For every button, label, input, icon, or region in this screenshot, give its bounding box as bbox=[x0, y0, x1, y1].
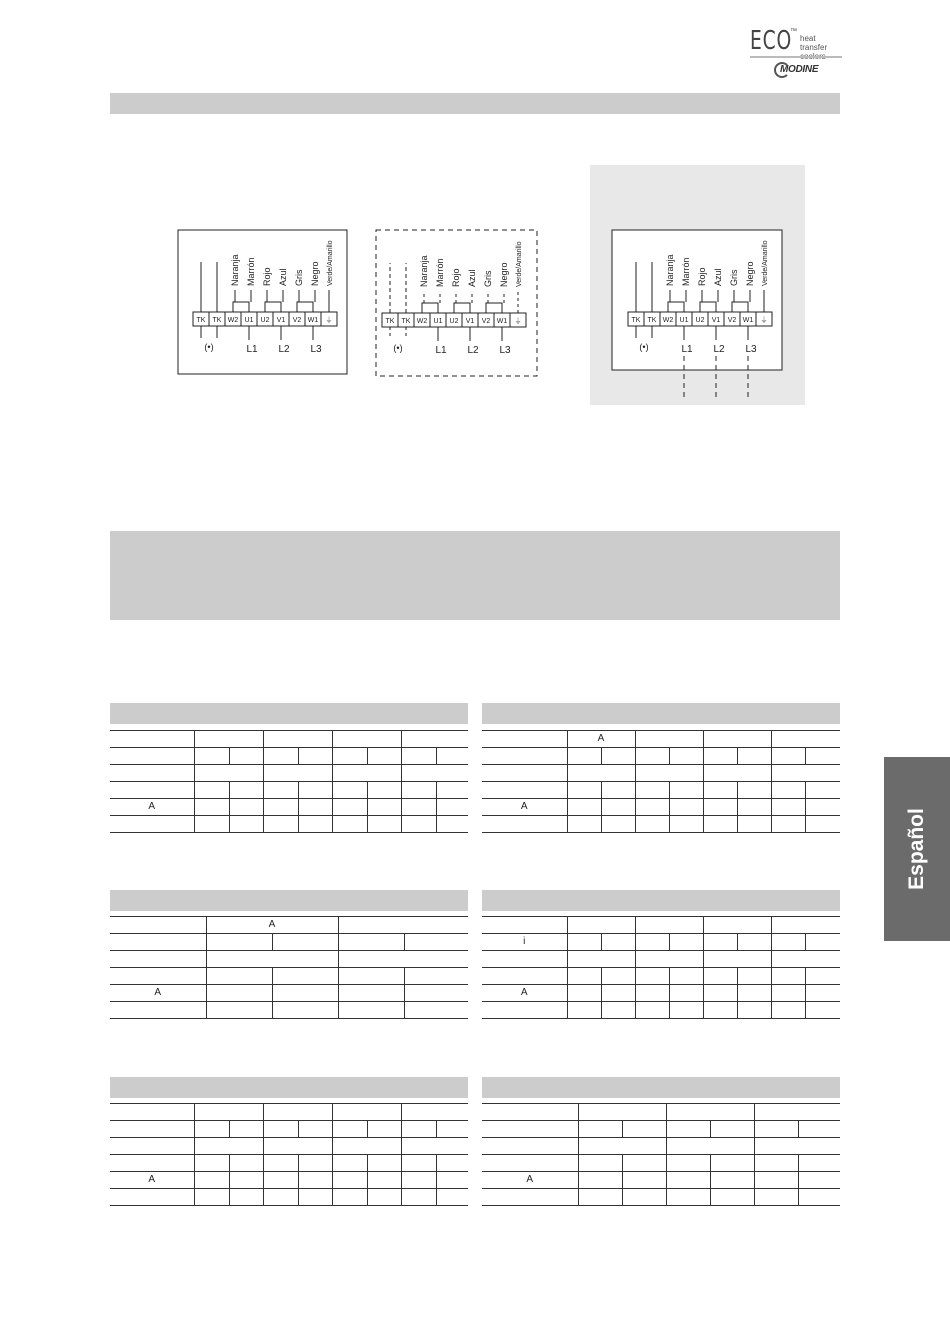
spec-table-1 bbox=[110, 703, 468, 833]
spec-table-4-header bbox=[482, 890, 840, 911]
wire-color-label: Gris bbox=[729, 269, 739, 286]
table-row bbox=[482, 1189, 840, 1206]
wiring-diagram-3 bbox=[612, 230, 782, 400]
spec-table-3-header bbox=[110, 890, 468, 911]
terminal-label: TK bbox=[401, 318, 411, 325]
wire-color-label: Marrón bbox=[681, 257, 691, 286]
spec-table-5-header bbox=[110, 1077, 468, 1098]
table-row bbox=[482, 1104, 840, 1121]
wire-color-label: Gris bbox=[483, 270, 493, 287]
spec-table-2-grid bbox=[482, 730, 840, 833]
terminal-label: W2 bbox=[227, 317, 239, 324]
table-row bbox=[110, 748, 468, 765]
wire-color-label: Verde/Amarillo bbox=[327, 240, 334, 286]
terminal-label: ⏚ bbox=[325, 317, 333, 324]
spec-table-2 bbox=[482, 703, 840, 833]
table-row bbox=[110, 1002, 468, 1019]
wire-color-label: Azul bbox=[713, 268, 723, 286]
spec-table-6-header bbox=[482, 1077, 840, 1098]
table-row bbox=[482, 1002, 840, 1019]
table-cell-a: A bbox=[482, 799, 567, 816]
terminal-label: ⏚ bbox=[514, 318, 522, 325]
terminal-label: ⏚ bbox=[760, 317, 768, 324]
terminal-label: W1 bbox=[742, 317, 754, 324]
terminal-label: V2 bbox=[481, 318, 491, 325]
table-row bbox=[110, 951, 468, 968]
terminal-label: V1 bbox=[465, 318, 475, 325]
wire-color-label: Rojo bbox=[262, 267, 272, 286]
table-row bbox=[482, 1121, 840, 1138]
bridge-1 bbox=[265, 302, 281, 312]
terminal-label: U1 bbox=[433, 318, 443, 325]
terminal-label: W1 bbox=[496, 318, 508, 325]
thermal-contact-note: (•) bbox=[393, 343, 403, 353]
table-cell-a: A bbox=[110, 985, 206, 1002]
wire-color-label: Naranja bbox=[419, 255, 429, 287]
table-cell-a: A bbox=[110, 799, 194, 816]
wiring-diagrams bbox=[0, 0, 950, 420]
spec-table-3-grid bbox=[110, 916, 468, 1019]
table-cell-a: A bbox=[110, 1172, 194, 1189]
trademark-symbol: ™ bbox=[790, 28, 797, 35]
table-row bbox=[482, 816, 840, 833]
wire-color-label: Naranja bbox=[665, 254, 675, 286]
terminal-label: V1 bbox=[711, 317, 721, 324]
table-row bbox=[110, 1172, 468, 1189]
terminal-label: U2 bbox=[260, 317, 270, 324]
language-tab[interactable] bbox=[884, 757, 950, 941]
terminal-label: U2 bbox=[449, 318, 459, 325]
line-label: L2 bbox=[278, 344, 290, 355]
terminal-label: TK bbox=[196, 317, 206, 324]
wire-color-label: Marrón bbox=[435, 258, 445, 287]
line-label: L3 bbox=[310, 344, 322, 355]
table-row bbox=[110, 985, 468, 1002]
logo-tagline-line-1: heat transfer bbox=[800, 34, 828, 52]
terminal-label: TK bbox=[647, 317, 657, 324]
table-row bbox=[482, 1138, 840, 1155]
table-cell-i: i bbox=[482, 934, 567, 951]
terminal-label: V1 bbox=[276, 317, 286, 324]
wiring-diagram-1-frame bbox=[178, 230, 347, 374]
table-row bbox=[110, 968, 468, 985]
table-row bbox=[110, 917, 468, 934]
wire-color-label: Negro bbox=[745, 261, 755, 286]
wire-color-label: Verde/Amarillo bbox=[762, 240, 769, 286]
table-row bbox=[110, 1189, 468, 1206]
terminal-label: W1 bbox=[307, 317, 319, 324]
wire-color-label: Azul bbox=[278, 268, 288, 286]
wire-color-label: Marrón bbox=[246, 257, 256, 286]
spec-table-4 bbox=[482, 890, 840, 1020]
terminal-label: V2 bbox=[292, 317, 302, 324]
table-row bbox=[110, 782, 468, 799]
table-row bbox=[482, 917, 840, 934]
spec-table-4-grid bbox=[482, 916, 840, 1019]
spec-table-1-header bbox=[110, 703, 468, 724]
spec-table-6-grid bbox=[482, 1103, 840, 1206]
spec-table-5 bbox=[110, 1077, 468, 1207]
terminal-label: TK bbox=[212, 317, 222, 324]
wire-color-label: Negro bbox=[310, 261, 320, 286]
line-label: L2 bbox=[467, 345, 479, 356]
wire-color-label: Naranja bbox=[230, 254, 240, 286]
table-row bbox=[110, 799, 468, 816]
terminal-label: W2 bbox=[662, 317, 674, 324]
bridge-2 bbox=[486, 303, 502, 313]
table-row bbox=[110, 1155, 468, 1172]
spec-table-1-grid bbox=[110, 730, 468, 833]
table-cell-a-head: A bbox=[567, 731, 635, 748]
table-row bbox=[482, 1155, 840, 1172]
eco-wordmark: ECO bbox=[750, 26, 793, 56]
table-row bbox=[110, 934, 468, 951]
spec-table-5-grid bbox=[110, 1103, 468, 1206]
table-cell-a-head: A bbox=[206, 917, 338, 934]
wiring-diagram-1 bbox=[178, 230, 347, 374]
wire-color-label: Rojo bbox=[451, 268, 461, 287]
line-label: L3 bbox=[499, 345, 511, 356]
table-row bbox=[482, 934, 840, 951]
table-row bbox=[482, 748, 840, 765]
wire-color-label: Azul bbox=[467, 269, 477, 287]
bridge-1 bbox=[454, 303, 470, 313]
table-row bbox=[482, 951, 840, 968]
wire-color-label: Gris bbox=[294, 269, 304, 286]
wiring-diagram-2 bbox=[376, 230, 537, 376]
modine-wordmark: MODINE bbox=[780, 64, 819, 75]
table-row bbox=[482, 799, 840, 816]
wire-color-label: Negro bbox=[499, 262, 509, 287]
terminal-label: U1 bbox=[679, 317, 689, 324]
table-row bbox=[482, 968, 840, 985]
language-tab-label: Español bbox=[905, 808, 928, 890]
table-row bbox=[482, 1172, 840, 1189]
table-row bbox=[110, 765, 468, 782]
terminal-label: U2 bbox=[695, 317, 705, 324]
line-label: L1 bbox=[681, 344, 693, 355]
table-cell-a: A bbox=[482, 985, 567, 1002]
bridge-0 bbox=[233, 302, 249, 312]
terminal-label: V2 bbox=[727, 317, 737, 324]
info-block bbox=[110, 531, 840, 620]
table-cell-a: A bbox=[482, 1172, 578, 1189]
thermal-contact-note: (•) bbox=[204, 342, 214, 352]
terminal-label: W2 bbox=[416, 318, 428, 325]
line-label: L3 bbox=[745, 344, 757, 355]
line-label: L2 bbox=[713, 344, 725, 355]
table-row bbox=[110, 1104, 468, 1121]
wire-color-label: Verde/Amarillo bbox=[516, 241, 523, 287]
spec-table-6 bbox=[482, 1077, 840, 1207]
table-row bbox=[110, 1121, 468, 1138]
bridge-2 bbox=[297, 302, 313, 312]
thermal-contact-note: (•) bbox=[639, 342, 649, 352]
table-row bbox=[482, 985, 840, 1002]
terminal-label: U1 bbox=[244, 317, 254, 324]
line-label: L1 bbox=[435, 345, 447, 356]
spec-table-2-header bbox=[482, 703, 840, 724]
spec-table-3 bbox=[110, 890, 468, 1020]
wire-color-label: Rojo bbox=[697, 267, 707, 286]
table-row bbox=[482, 765, 840, 782]
table-row bbox=[110, 731, 468, 748]
table-row bbox=[110, 816, 468, 833]
terminal-label: TK bbox=[385, 318, 395, 325]
table-row bbox=[482, 782, 840, 799]
line-label: L1 bbox=[246, 344, 258, 355]
table-row bbox=[110, 1138, 468, 1155]
table-row bbox=[482, 731, 840, 748]
bridge-0 bbox=[422, 303, 438, 313]
terminal-label: TK bbox=[631, 317, 641, 324]
